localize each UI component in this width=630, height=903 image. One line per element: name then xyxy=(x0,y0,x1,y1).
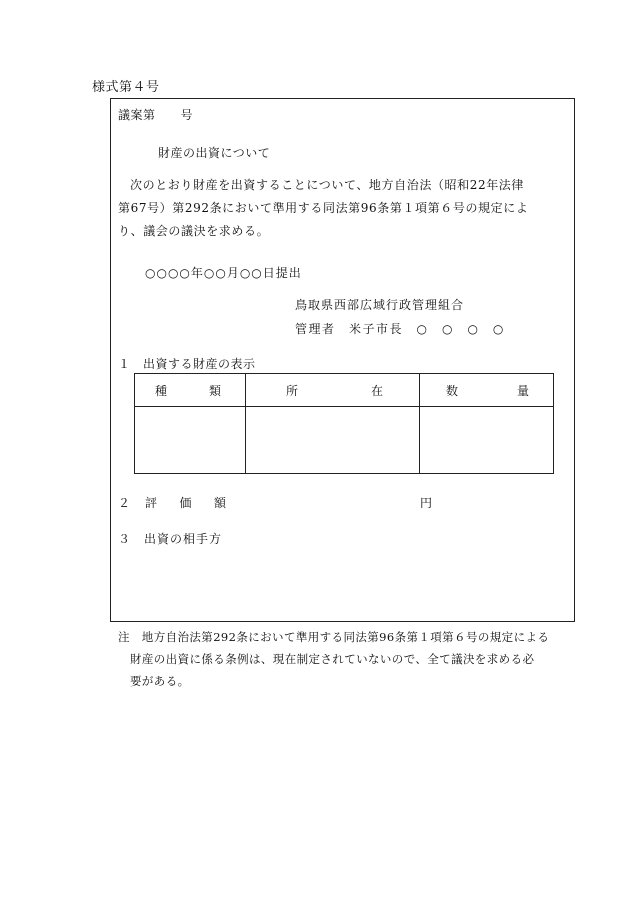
column-header-quantity: 数 量 xyxy=(420,374,554,407)
body-text xyxy=(118,174,528,243)
table-header-row xyxy=(135,374,554,407)
footnote-line: 財産の出資に係る条例は、現在制定されていないので、全て議決を求める必 xyxy=(130,652,535,666)
column-header-location: 所 在 xyxy=(246,374,420,407)
submission-date: ○○○○年○○月○○日提出 xyxy=(145,266,302,280)
form-number: 様式第４号 xyxy=(92,80,160,95)
bill-title: 財産の出資について xyxy=(158,146,271,160)
footnote-line: 注 地方自治法第292条において準用する同法第96条第１項第６号の規定による xyxy=(118,630,550,644)
table-cell-quantity xyxy=(420,407,554,474)
table-row xyxy=(135,407,554,474)
table-cell-location xyxy=(246,407,420,474)
body-line: 次のとおり財産を出資することについて、地方自治法（昭和22年法律 xyxy=(130,178,524,192)
administrator-name: 管理者 米子市長 ○ ○ ○ ○ xyxy=(295,322,505,336)
body-line: 第67号）第292条において準用する同法第96条第１項第６号の規定によ xyxy=(118,201,529,215)
footnote xyxy=(118,626,549,692)
section1-heading: １ 出資する財産の表示 xyxy=(118,357,256,371)
footnote-line: 要がある。 xyxy=(130,674,190,688)
valuation-unit: 円 xyxy=(420,496,433,510)
section2-number: ２ xyxy=(118,496,131,510)
property-table xyxy=(134,373,554,474)
bill-number: 議案第 号 xyxy=(118,108,194,122)
organization-name: 鳥取県西部広域行政管理組合 xyxy=(295,298,465,312)
body-line: り、議会の議決を求める。 xyxy=(118,224,270,238)
column-header-type: 種 類 xyxy=(135,374,246,407)
table-cell-type xyxy=(135,407,246,474)
section3-heading: ３ 出資の相手方 xyxy=(118,532,223,546)
section2-label: 評 価 額 xyxy=(145,496,227,510)
